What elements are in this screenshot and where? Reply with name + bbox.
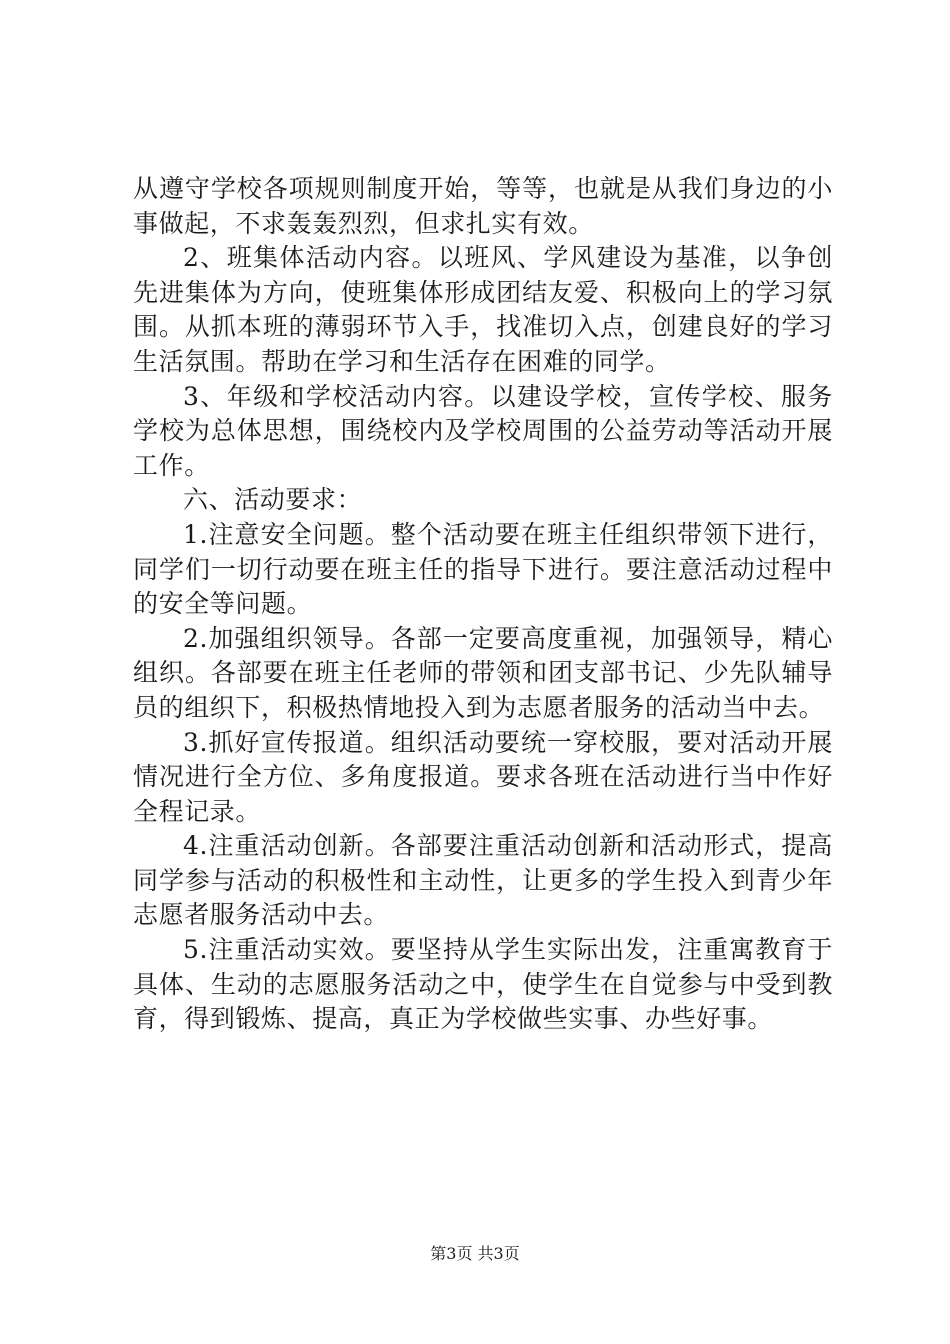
document-body bbox=[133, 172, 833, 1037]
paragraph-requirement-innovation: 4.注重活动创新。各部要注重活动创新和活动形式，提高同学参与活动的积极性和主动性，让更多的学生投入到青少年志愿者服务活动中去。 bbox=[133, 831, 833, 930]
paragraph-requirement-effectiveness: 5.注重活动实效。要坚持从学生实际出发，注重寓教育于具体、生动的志愿服务活动之中，使学生在自觉参与中受到教育，得到锻炼、提高，真正为学校做些实事、办些好事。 bbox=[133, 935, 833, 1034]
page-number: 第3页 共3页 bbox=[430, 1244, 520, 1263]
paragraph-continuation: 从遵守学校各项规则制度开始，等等，也就是从我们身边的小事做起，不求轰轰烈烈，但求扎实有效。 bbox=[133, 174, 833, 238]
paragraph-requirement-safety: 1.注意安全问题。整个活动要在班主任组织带领下进行，同学们一切行动要在班主任的指导下进行。要注意活动过程中的安全等问题。 bbox=[133, 519, 833, 619]
section-heading-requirements: 六、活动要求： bbox=[183, 485, 363, 515]
paragraph-class-activities: 2、班集体活动内容。以班风、学风建设为基准，以争创先进集体为方向，使班集体形成团结友爱、积极向上的学习氛围。从抓本班的薄弱环节入手，找准切入点，创建良好的学习生活氛围。帮助在学习和生活存在困难的同学。 bbox=[133, 243, 833, 376]
paragraph-requirement-publicity: 3.抓好宣传报道。组织活动要统一穿校服，要对活动开展情况进行全方位、多角度报道。要求各班在活动进行当中作好全程记录。 bbox=[133, 727, 833, 826]
paragraph-requirement-leadership: 2.加强组织领导。各部一定要高度重视，加强领导，精心组织。各部要在班主任老师的带领和团支部书记、少先队辅导员的组织下，积极热情地投入到为志愿者服务的活动当中去。 bbox=[133, 623, 833, 722]
paragraph-school-activities: 3、年级和学校活动内容。以建设学校，宣传学校、服务学校为总体思想，围绕校内及学校周围的公益劳动等活动开展工作。 bbox=[133, 381, 833, 480]
